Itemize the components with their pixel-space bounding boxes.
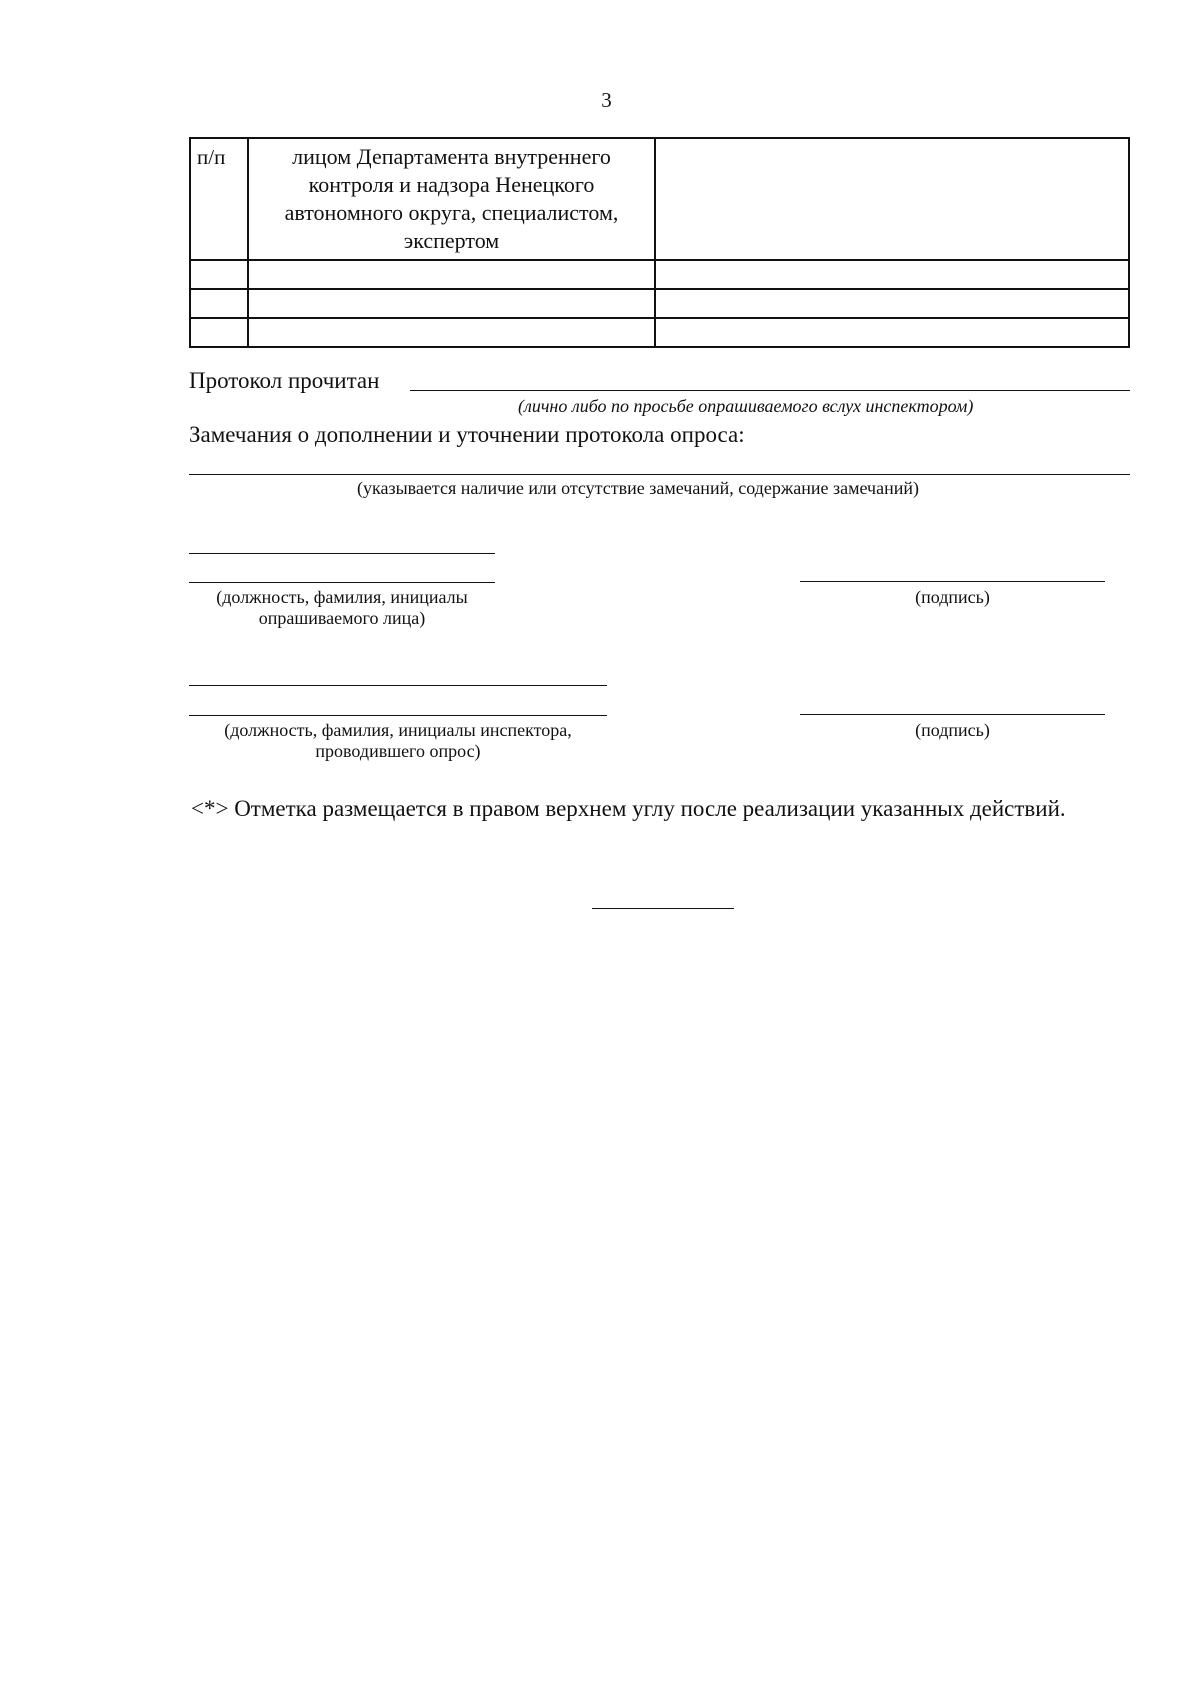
- description-line: автономного округа, специалистом,: [284, 200, 619, 225]
- remarks-line: [189, 474, 1130, 475]
- respondent-signature-caption: (подпись): [915, 587, 990, 607]
- table-cell-empty: [248, 318, 655, 347]
- protocol-read-hint: (лично либо по просьбе опрашиваемого вслух инспектором): [518, 396, 974, 416]
- remarks-hint: (указывается наличие или отсутствие замечаний, содержание замечаний): [357, 478, 919, 498]
- form-table: [189, 137, 1130, 348]
- table-row: [190, 260, 1129, 289]
- respondent-caption-line: опрашиваемого лица): [258, 608, 426, 628]
- table-cell-empty: [655, 289, 1129, 318]
- table-cell-empty: [248, 289, 655, 318]
- end-divider: [592, 908, 734, 909]
- inspector-caption-line: проводившего опрос): [315, 741, 481, 761]
- table-cell-empty: [190, 318, 248, 347]
- description-line: контроля и надзора Ненецкого: [308, 172, 595, 197]
- respondent-line-1: [189, 553, 495, 554]
- respondent-signature-line: [800, 581, 1105, 582]
- table-cell-empty: [655, 260, 1129, 289]
- inspector-line-2: [189, 715, 607, 716]
- inspector-line-1: [189, 685, 607, 686]
- protocol-read-line: [410, 390, 1130, 391]
- table-row: [190, 318, 1129, 347]
- respondent-caption-line: (должность, фамилия, инициалы: [216, 587, 468, 607]
- table-cell-description: [248, 138, 655, 260]
- page-number: 3: [601, 88, 612, 112]
- table-cell-empty: [248, 260, 655, 289]
- table-cell-empty: [655, 318, 1129, 347]
- table-row: [190, 289, 1129, 318]
- respondent-line-2: [189, 582, 495, 583]
- inspector-signature-line: [800, 714, 1105, 715]
- description-line: экспертом: [403, 228, 500, 253]
- table-cell-number-header: п/п: [190, 138, 248, 260]
- table-cell-empty: [655, 138, 1129, 260]
- table-row: [190, 138, 1129, 260]
- inspector-signature-caption: (подпись): [915, 720, 990, 740]
- inspector-caption-line: (должность, фамилия, инициалы инспектора,: [224, 720, 572, 740]
- protocol-read-label: Протокол прочитан: [189, 368, 380, 393]
- footnote: <*> Отметка размещается в правом верхнем углу после реализации указанных действий.: [191, 796, 1066, 821]
- inspector-caption: [189, 720, 607, 762]
- description-line: лицом Департамента внутреннего: [292, 144, 611, 169]
- table-cell-empty: [190, 289, 248, 318]
- respondent-caption: [189, 587, 495, 629]
- remarks-label: Замечания о дополнении и уточнении протокола опроса:: [189, 422, 745, 447]
- table-cell-empty: [190, 260, 248, 289]
